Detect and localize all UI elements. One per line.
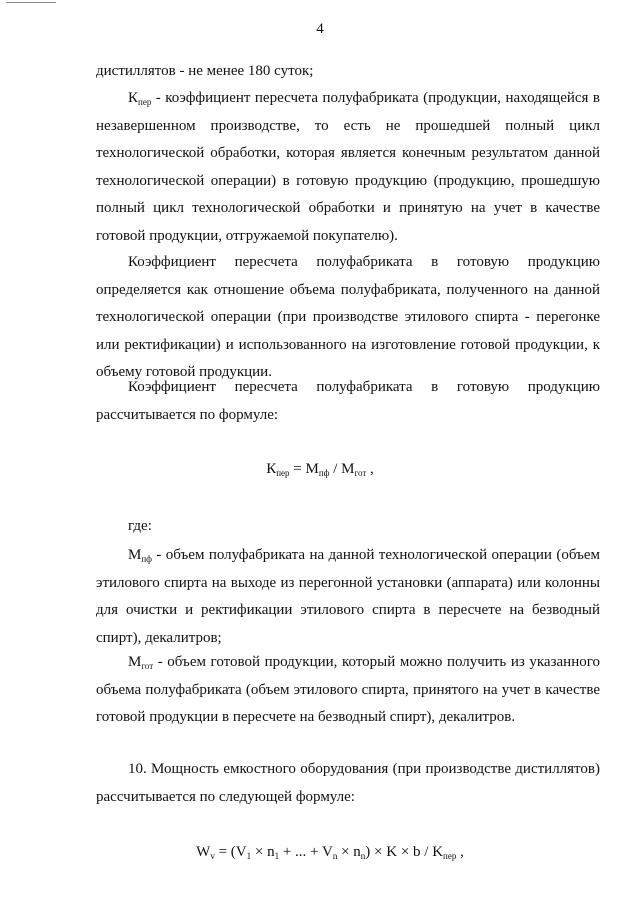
paragraph-k-definition (96, 85, 600, 250)
paragraph-distillates: дистиллятов - не менее 180 суток; (96, 63, 314, 79)
formula-m-got-sub: гот (354, 468, 367, 478)
formula-tail: , (366, 461, 374, 477)
formula-w-part1: = (V (214, 844, 247, 860)
formula-w-sub: v (210, 851, 215, 861)
formula-k (0, 461, 640, 478)
m-got-subscript: гот (141, 661, 154, 671)
formula-w (0, 844, 640, 861)
formula-m-got: М (341, 461, 355, 477)
paragraph-item-10: 10. Мощность емкостного оборудования (при производстве дистиллятов) рассчитывается по следующей формуле: (96, 761, 600, 805)
m-pf-definition-text: - объем полуфабриката на данной технологической операции (объем этилового спирта на выходе из перегонной установки (аппарата) или колонны для очистки и ректификации этилового спирта в пересчете на безводный спирт), декалитров; (96, 547, 600, 646)
where-label: где: (128, 518, 152, 534)
formula-nn-sub: n (360, 851, 366, 861)
k-subscript: пер (138, 97, 152, 107)
m-pf-symbol: М (128, 547, 142, 563)
formula-w-part5: ) × K × b / K (365, 844, 444, 860)
formula-v1-sub: 1 (246, 851, 252, 861)
formula-w-part4: × n (337, 844, 361, 860)
formula-kper-sub: пер (443, 851, 457, 861)
formula-m-pf-sub: пф (318, 468, 330, 478)
formula-vn-sub: n (332, 851, 338, 861)
page-number: 4 (316, 21, 324, 37)
formula-n1-sub: 1 (274, 851, 280, 861)
formula-k-symbol: К (266, 461, 277, 477)
formula-w-symbol: W (196, 844, 211, 860)
m-pf-subscript: пф (141, 554, 152, 564)
k-definition-text: - коэффициент пересчета полуфабриката (продукции, находящейся в незавершенном производстве, то есть не прошедшей полный цикл технологической обработки, которая является конечным результатом данной технологической операции) в готовую продукцию (продукцию, прошедшую полный цикл технологической обработки и принятую на учет в качестве готовой продукции, отгружаемой покупателю). (96, 90, 600, 244)
formula-m-pf: М (305, 461, 319, 477)
m-got-definition-text: - объем готовой продукции, который можно получить из указанного объема полуфабриката (объем этилового спирта, принятого на учет в качестве готовой продукции в пересчете на безводный спирт), декалитров. (96, 654, 600, 725)
formula-w-part3: + ... + V (279, 844, 333, 860)
formula-w-part2: × n (251, 844, 275, 860)
formula-eq: = (289, 461, 306, 477)
m-got-symbol: М (128, 654, 142, 670)
k-symbol: К (128, 90, 139, 106)
paragraph-formula-intro: Коэффициент пересчета полуфабриката в готовую продукцию рассчитывается по формуле: (96, 379, 600, 423)
formula-div: / (329, 461, 342, 477)
formula-w-tail: , (456, 844, 464, 860)
formula-k-sub: пер (276, 468, 290, 478)
paragraph-coefficient-definition: Коэффициент пересчета полуфабриката в готовую продукцию определяется как отношение объема полуфабриката, полученного на данной технологической операции (при производстве этилового спирта - перегонке или ректификации) и использованного на изготовление готовой продукции, к объему готовой продукции. (96, 254, 600, 380)
paragraph-m-pf-definition (96, 542, 600, 652)
top-rule (6, 2, 56, 3)
paragraph-m-got-definition (96, 649, 600, 732)
